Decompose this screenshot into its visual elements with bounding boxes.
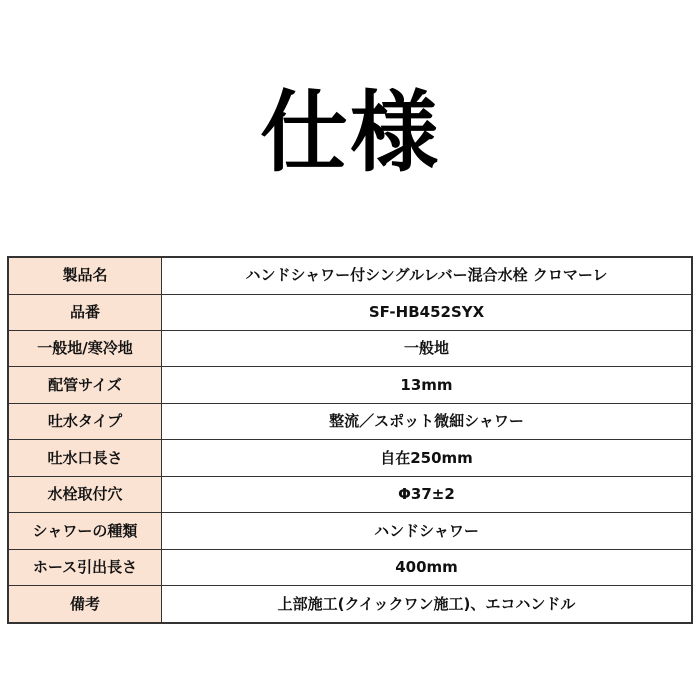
table-row — [8, 403, 692, 439]
spec-value: 一般地 — [162, 330, 693, 366]
spec-label: 備考 — [8, 586, 162, 623]
spec-label: 水栓取付穴 — [8, 476, 162, 512]
spec-label: ホース引出長さ — [8, 549, 162, 585]
table-row — [8, 257, 692, 294]
spec-label: シャワーの種類 — [8, 513, 162, 549]
spec-value: Φ37±2 — [162, 476, 693, 512]
table-row — [8, 367, 692, 403]
table-row — [8, 440, 692, 476]
spec-value: 整流／スポット微細シャワー — [162, 403, 693, 439]
table-row — [8, 513, 692, 549]
spec-value: 13mm — [162, 367, 693, 403]
page-title: 仕様 — [259, 81, 440, 184]
spec-label: 製品名 — [8, 257, 162, 294]
spec-value: 自在250mm — [162, 440, 693, 476]
spec-table — [7, 256, 693, 624]
spec-value: 400mm — [162, 549, 693, 585]
table-row — [8, 476, 692, 512]
spec-value: 上部施工(クイックワン施工)、エコハンドル — [162, 586, 693, 623]
table-row — [8, 294, 692, 330]
spec-label: 配管サイズ — [8, 367, 162, 403]
spec-label: 吐水タイプ — [8, 403, 162, 439]
spec-label: 吐水口長さ — [8, 440, 162, 476]
table-row — [8, 330, 692, 366]
spec-value: SF-HB452SYX — [162, 294, 693, 330]
spec-label: 一般地/寒冷地 — [8, 330, 162, 366]
table-row — [8, 586, 692, 623]
table-row — [8, 549, 692, 585]
spec-value: ハンドシャワー — [162, 513, 693, 549]
spec-label: 品番 — [8, 294, 162, 330]
spec-value: ハンドシャワー付シングルレバー混合水栓 クロマーレ — [162, 257, 693, 294]
